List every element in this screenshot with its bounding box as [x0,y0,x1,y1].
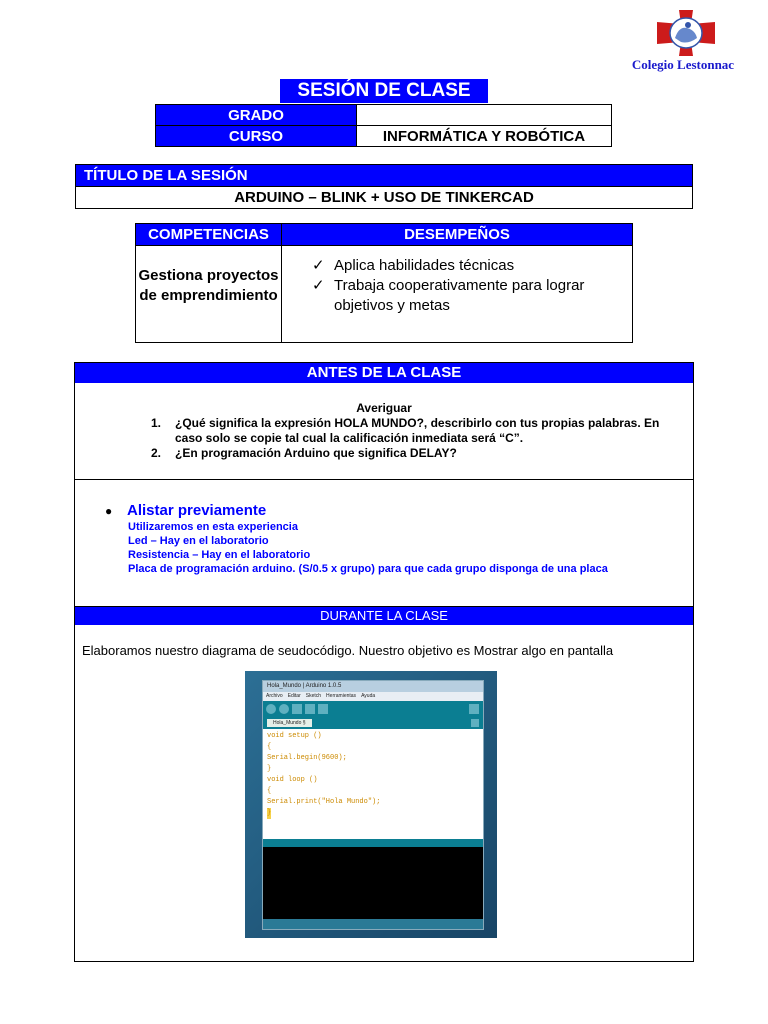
session-title-value: ARDUINO – BLINK + USO DE TINKERCAD [76,187,693,209]
page-title: SESIÓN DE CLASE N°5 [280,79,488,103]
code-editor[interactable] [263,729,483,839]
averiguar-title: Averiguar [356,401,412,415]
code-line: { [267,743,272,751]
checkmark-icon: ✓ [312,257,325,274]
competencias-header: COMPETENCIAS [136,224,282,246]
code-line: } [267,809,272,817]
console-area [263,847,483,919]
desempeno-item: ✓ Trabaja cooperativamente para lograr objetivos y metas [312,277,585,314]
durante-text: Elaboramos nuestro diagrama de seudocódigo. Nuestro objetivo es Mostrar algo en pantalla [82,643,614,658]
alistar-heading: ● Alistar previamente [105,502,267,519]
alistar-item: Resistencia – Hay en el laboratorio [128,549,311,561]
school-name: Colegio Lestonnac [631,57,735,72]
code-line: { [267,787,272,795]
menu-herramientas[interactable]: Herramientas [326,693,357,699]
code-line: void setup () [267,732,322,740]
open-icon[interactable] [305,704,315,714]
class-box [74,362,694,962]
menu-sketch[interactable]: Sketch [305,693,322,699]
session-title-table [75,164,693,209]
tab-menu-icon[interactable] [471,719,479,727]
curso-label: CURSO [156,126,357,147]
info-table [155,104,612,147]
curso-value: INFORMÁTICA Y ROBÓTICA [357,126,612,147]
competencia-text: Gestiona proyectos de emprendimiento [136,246,282,343]
divider [75,479,693,480]
questions-list [151,416,681,461]
desempenos-header: DESEMPEÑOS [282,224,633,246]
tab-hola-mundo[interactable]: Hola_Mundo § [267,719,312,727]
ide-toolbar [263,701,483,717]
question-item: 2. ¿En programación Arduino que significa DELAY? [151,446,457,460]
save-icon[interactable] [318,704,328,714]
alistar-list [128,520,688,576]
alistar-item: Utilizaremos en esta experiencia [128,521,298,533]
menu-archivo[interactable]: Archivo [266,693,283,699]
desempeno-item: ✓ Aplica habilidades técnicas [312,257,515,274]
question-item: 1. ¿Qué significa la expresión HOLA MUNDO?, describirlo con tus propias palabras. En caso solo se copie tal cual la calificación inmediata será “C”. [151,416,660,445]
verify-icon[interactable] [266,704,276,714]
competencias-table [135,223,633,343]
ide-title-bar: Hola_Mundo | Arduino 1.0.5 [263,681,483,692]
arduino-screenshot [245,671,497,938]
grado-label: GRADO [156,105,357,126]
checkmark-icon: ✓ [312,277,325,294]
code-line: void loop () [267,776,318,784]
upload-icon[interactable] [279,704,289,714]
code-line: Serial.print("Hola Mundo"); [267,798,381,806]
desempenos-list [282,246,633,343]
code-line: Serial.begin(9600); [267,754,347,762]
menu-editar[interactable]: Editar [287,693,301,699]
ide-window [262,680,484,930]
status-bar [263,839,483,847]
alistar-item: Led – Hay en el laboratorio [128,535,269,547]
grado-value [357,105,612,126]
bullet-icon: ● [105,503,113,518]
school-logo [657,10,715,56]
code-line: } [267,765,272,773]
ide-menu-bar [263,692,483,701]
alistar-item: Placa de programación arduino. (S/0.5 x grupo) para que cada grupo disponga de una placa [128,563,608,575]
new-icon[interactable] [292,704,302,714]
ide-tabs [263,717,483,729]
serial-monitor-icon[interactable] [469,704,479,714]
menu-ayuda[interactable]: Ayuda [361,693,376,699]
session-title-label: TÍTULO DE LA SESIÓN [76,165,693,187]
durante-header: DURANTE LA CLASE [75,606,693,625]
antes-header: ANTES DE LA CLASE [75,363,693,383]
